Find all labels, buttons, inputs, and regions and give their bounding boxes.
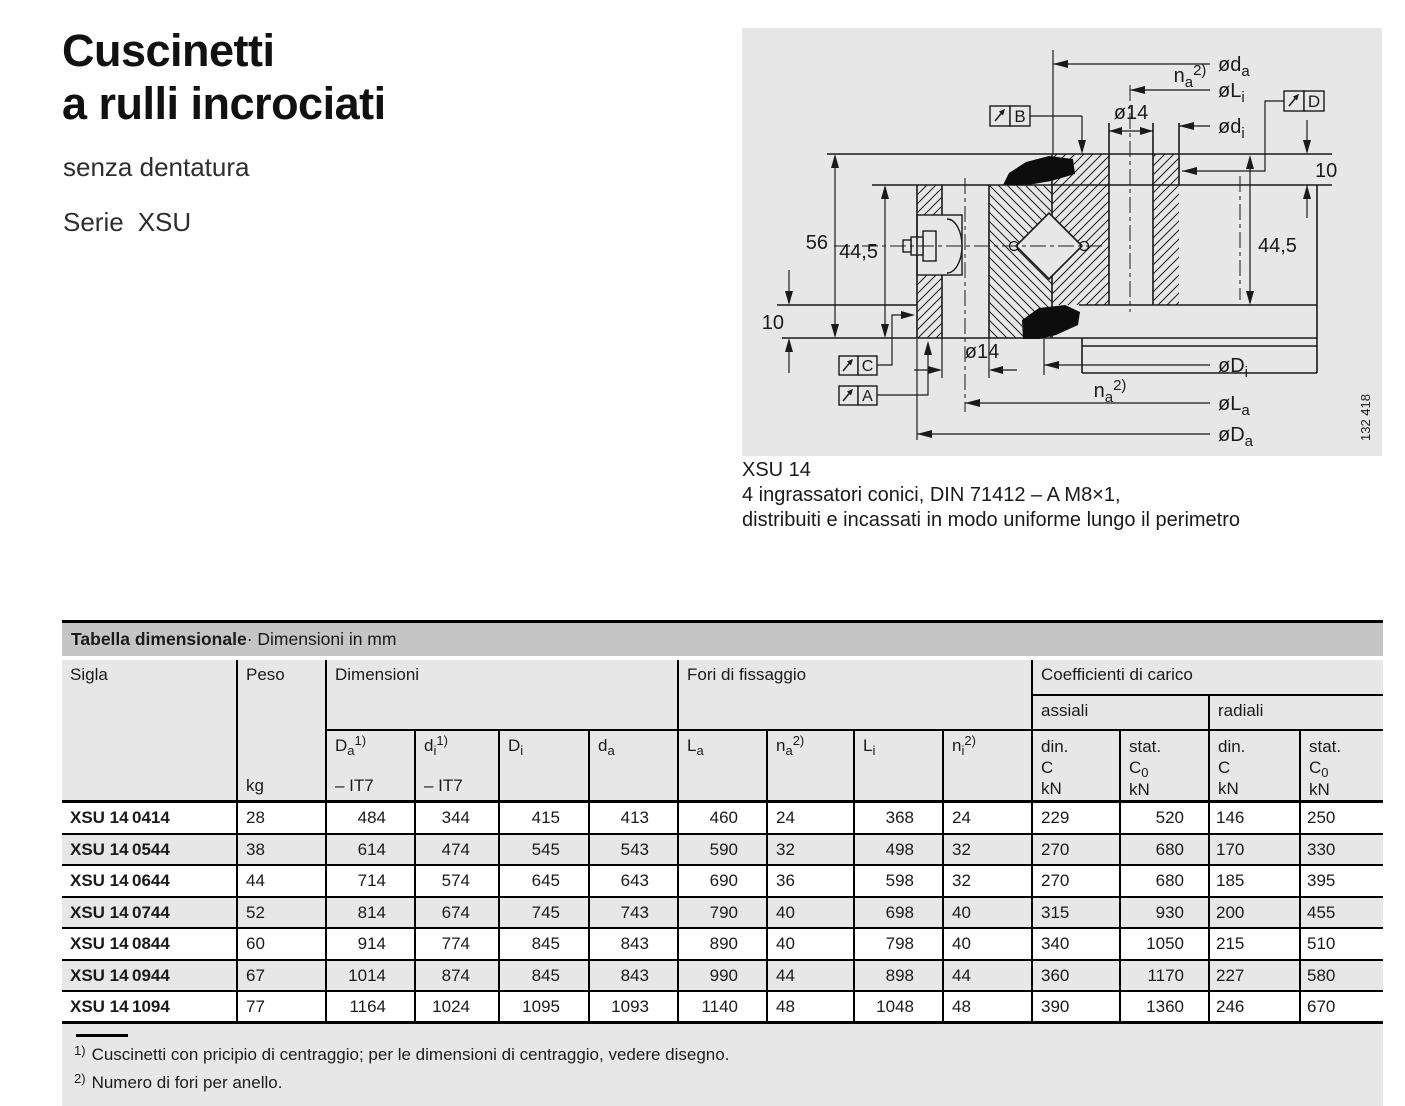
table-cell: 44 (238, 866, 327, 898)
table-cell: 843 (590, 961, 679, 993)
group-header-assiali: assiali (1033, 696, 1210, 731)
dim-label-445-right: 44,5 (1258, 235, 1297, 257)
col-header-Da: $D_a^{1)}$ – IT7 (327, 731, 416, 803)
table-cell: 32 (944, 866, 1033, 898)
table-grid (62, 660, 1383, 1024)
table-cell: 674 (416, 898, 500, 930)
footnote-rule (76, 1034, 128, 1037)
row-designation: XSU 14 0844 (62, 929, 238, 961)
dim-label-na-bottom: $n_a^{2)}$ (1093, 377, 1127, 406)
group-header-coefficienti: Coefficienti di carico (1033, 660, 1383, 696)
table-cell: 874 (416, 961, 500, 993)
table-cell: 185 (1210, 866, 1301, 898)
dim-label-oli: $øL_i$ (1218, 80, 1245, 106)
row-designation: XSU 14 0414 (62, 803, 238, 835)
table-cell: 40 (944, 929, 1033, 961)
table-cell: 44 (944, 961, 1033, 993)
table-cell: 1048 (855, 992, 944, 1024)
table-cell: 270 (1033, 866, 1121, 898)
table-cell: 315 (1033, 898, 1121, 930)
table-cell: 390 (1033, 992, 1121, 1024)
table-cell: 77 (238, 992, 327, 1024)
row-designation: XSU 14 0644 (62, 866, 238, 898)
datum-label-d: D (1307, 92, 1321, 111)
table-cell: 40 (768, 929, 855, 961)
table-cell: 1360 (1121, 992, 1210, 1024)
figure-caption-line: 4 ingrassatori conici, DIN 71412 – A M8×1, (742, 484, 1121, 506)
table-cell: 413 (590, 803, 679, 835)
row-designation: XSU 14 1094 (62, 992, 238, 1024)
table-cell: 460 (679, 803, 768, 835)
row-designation: XSU 14 0544 (62, 835, 238, 867)
table-cell: 790 (679, 898, 768, 930)
table-cell: 484 (327, 803, 416, 835)
col-header-din-assiali: din. C kN (1033, 731, 1121, 803)
table-cell: 598 (855, 866, 944, 898)
figure-number: 132 418 (1358, 394, 1373, 441)
dim-label-56: 56 (805, 232, 828, 254)
table-title: Tabella dimensionale (71, 629, 247, 649)
table-cell: 714 (327, 866, 416, 898)
table-cell: 170 (1210, 835, 1301, 867)
table-cell: 914 (327, 929, 416, 961)
dim-label-na-top: $n_a^{2)}$ (1173, 62, 1207, 91)
table-cell: 368 (855, 803, 944, 835)
table-cell: 395 (1301, 866, 1383, 898)
table-cell: 474 (416, 835, 500, 867)
table-cell: 67 (238, 961, 327, 993)
table-cell: 580 (1301, 961, 1383, 993)
table-cell: 215 (1210, 929, 1301, 961)
table-cell: 48 (768, 992, 855, 1024)
dim-label-oda: $ød_a$ (1218, 54, 1250, 80)
table-cell: 520 (1121, 803, 1210, 835)
table-cell: 510 (1301, 929, 1383, 961)
table-cell: 1164 (327, 992, 416, 1024)
table-cell: 229 (1033, 803, 1121, 835)
table-cell: 200 (1210, 898, 1301, 930)
table-cell: 60 (238, 929, 327, 961)
table-cell: 146 (1210, 803, 1301, 835)
table-cell: 890 (679, 929, 768, 961)
dim-label-ola: $øL_a$ (1218, 393, 1250, 419)
table-cell: 930 (1121, 898, 1210, 930)
col-header-da: $d_a$ (590, 731, 679, 803)
dim-label-o14-bottom: ø14 (964, 341, 1000, 363)
table-cell: 246 (1210, 992, 1301, 1024)
table-cell: 843 (590, 929, 679, 961)
group-header-fori: Fori di fissaggio (679, 660, 1033, 731)
table-cell: 227 (1210, 961, 1301, 993)
table-cell: 330 (1301, 835, 1383, 867)
dim-label-10-left: 10 (761, 312, 784, 334)
table-cell: 845 (500, 929, 590, 961)
table-cell: 1095 (500, 992, 590, 1024)
table-cell: 40 (944, 898, 1033, 930)
page-title-line2: a rulli incrociati (62, 78, 386, 129)
series-name: XSU (137, 207, 192, 237)
table-cell: 745 (500, 898, 590, 930)
page-subtitle: senza dentatura (63, 152, 250, 182)
table-cell: 36 (768, 866, 855, 898)
figure-caption-line: distribuiti e incassati in modo uniforme lungo il perimetro (742, 509, 1241, 531)
table-cell: 845 (500, 961, 590, 993)
datum-label-a: A (862, 388, 873, 405)
col-header-stat-radiali: stat. $C_0$ kN (1301, 731, 1383, 803)
table-cell: 250 (1301, 803, 1383, 835)
table-cell: 680 (1121, 835, 1210, 867)
col-header-peso-label: Peso (246, 665, 285, 684)
table-cell: 52 (238, 898, 327, 930)
col-header-peso (238, 660, 327, 803)
table-cell: 590 (679, 835, 768, 867)
table-cell: 574 (416, 866, 500, 898)
table-cell: 670 (1301, 992, 1383, 1024)
col-header-Li: $L_i$ (855, 731, 944, 803)
table-cell: 1093 (590, 992, 679, 1024)
table-cell: 698 (855, 898, 944, 930)
group-header-dimensioni: Dimensioni (327, 660, 679, 731)
group-header-radiali: radiali (1210, 696, 1383, 731)
footnotes (62, 1024, 1383, 1106)
dim-label-10-right: 10 (1315, 160, 1338, 182)
col-header-ni: $n_i^{2)}$ (944, 731, 1033, 803)
table-cell: 344 (416, 803, 500, 835)
bearing-cross-section-drawing (742, 28, 1382, 456)
dim-label-oda-big: $øD_a$ (1218, 424, 1254, 450)
table-cell: 774 (416, 929, 500, 961)
dim-label-odi: $ød_i$ (1218, 116, 1245, 142)
col-header-stat-assiali: stat. $C_0$ kN (1121, 731, 1210, 803)
series-label: Serie (63, 207, 124, 237)
table-cell: 690 (679, 866, 768, 898)
dim-label-o14-top: ø14 (1113, 102, 1149, 124)
datum-label-b: B (1014, 107, 1026, 126)
col-header-peso-unit: kg (246, 776, 264, 795)
table-cell: 1014 (327, 961, 416, 993)
page-title (62, 24, 386, 130)
table-cell: 38 (238, 835, 327, 867)
col-header-na: $n_a^{2)}$ (768, 731, 855, 803)
dim-label-odi-big: $øD_i$ (1218, 355, 1249, 381)
col-header-La: $L_a$ (679, 731, 768, 803)
table-cell: 798 (855, 929, 944, 961)
table-title-bar (62, 620, 1383, 656)
table-cell: 44 (768, 961, 855, 993)
table-cell: 643 (590, 866, 679, 898)
table-cell: 990 (679, 961, 768, 993)
table-cell: 498 (855, 835, 944, 867)
row-designation: XSU 14 0744 (62, 898, 238, 930)
page-title-line1: Cuscinetti (62, 25, 275, 76)
table-title-units: · Dimensioni in mm (246, 629, 397, 649)
table-cell: 1170 (1121, 961, 1210, 993)
table-cell: 614 (327, 835, 416, 867)
dim-label-445-left: 44,5 (839, 241, 878, 263)
figure-caption (742, 458, 1240, 533)
footnote-1: $^{1)}$ Cuscinetti con pricipio di centraggio; per le dimensioni di centraggio, vedere disegno. (74, 1042, 730, 1064)
series-line (63, 207, 191, 238)
row-designation: XSU 14 0944 (62, 961, 238, 993)
col-header-sigla: Sigla (62, 660, 238, 803)
table-cell: 28 (238, 803, 327, 835)
table-cell: 415 (500, 803, 590, 835)
table-cell: 360 (1033, 961, 1121, 993)
col-header-din-radiali: din. C kN (1210, 731, 1301, 803)
table-cell: 48 (944, 992, 1033, 1024)
table-cell: 545 (500, 835, 590, 867)
table-cell: 32 (768, 835, 855, 867)
table-cell: 32 (944, 835, 1033, 867)
footnote-2: $^{2)}$ Numero di fori per anello. (74, 1070, 283, 1092)
table-cell: 24 (768, 803, 855, 835)
col-header-Di: $D_i$ (500, 731, 590, 803)
table-cell: 680 (1121, 866, 1210, 898)
table-cell: 1140 (679, 992, 768, 1024)
table-cell: 543 (590, 835, 679, 867)
table-cell: 455 (1301, 898, 1383, 930)
figure-caption-line: XSU 14 (742, 459, 811, 481)
table-cell: 40 (768, 898, 855, 930)
grease-nipple (903, 215, 962, 275)
table-cell: 340 (1033, 929, 1121, 961)
table-cell: 270 (1033, 835, 1121, 867)
datum-label-c: C (861, 358, 874, 375)
table-cell: 1024 (416, 992, 500, 1024)
table-cell: 1050 (1121, 929, 1210, 961)
table-cell: 645 (500, 866, 590, 898)
table-cell: 24 (944, 803, 1033, 835)
table-cell: 743 (590, 898, 679, 930)
table-cell: 814 (327, 898, 416, 930)
col-header-di: $d_i^{1)}$ – IT7 (416, 731, 500, 803)
table-cell: 898 (855, 961, 944, 993)
dimension-table (62, 620, 1383, 1106)
